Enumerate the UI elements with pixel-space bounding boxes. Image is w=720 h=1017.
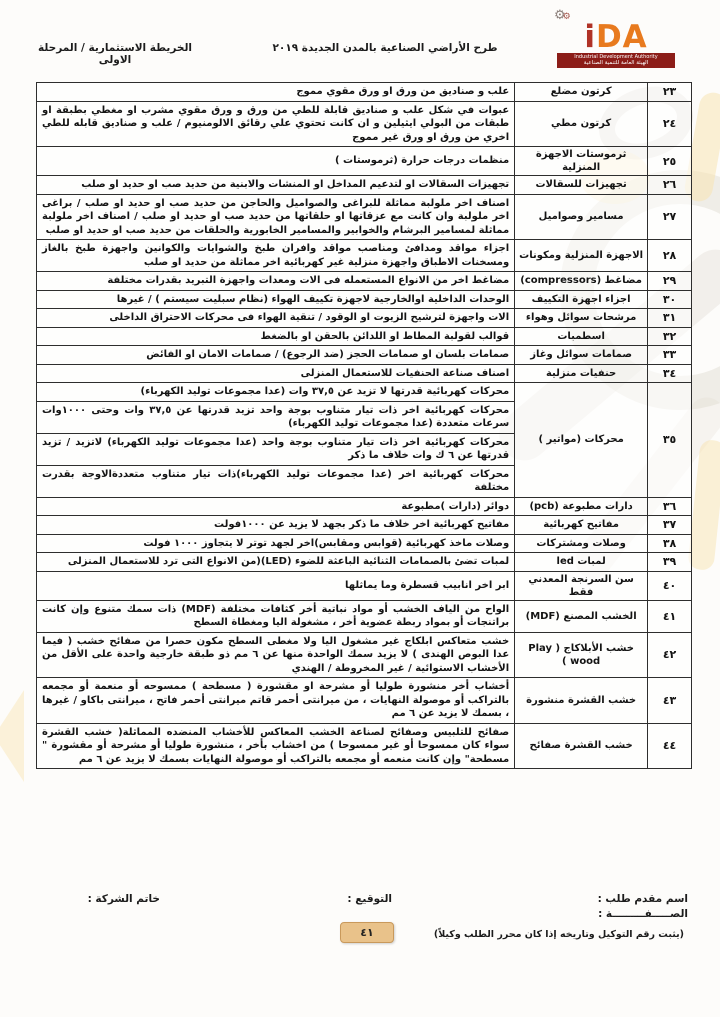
row-category-cell: خشب القشرة صفائح (515, 723, 648, 769)
table-row (37, 327, 692, 346)
row-category-cell: خشب القشرة منشورة (515, 678, 648, 724)
ida-logo (540, 10, 692, 68)
document-footer (0, 891, 720, 981)
row-number-cell: ٤٣ (648, 678, 692, 724)
row-number-cell: ٤٢ (648, 632, 692, 678)
description-item: الوحدات الداخلية اوالخارجية لاجهزة تكييف الهواء (نظام سبليت سيستم ) / غيرها (116, 293, 510, 305)
company-stamp-label: خاتم الشركة : (87, 893, 160, 905)
table-row (37, 83, 692, 102)
attorney-note: (يثبت رقم التوكيل وتاريخه إذا كان محرر الطلب وكيلاً) (433, 929, 684, 940)
row-description-cell (37, 383, 515, 498)
logo-tagline-ar: الهيئة العامة للتنمية الصناعية (583, 60, 649, 66)
row-number-cell: ٢٣ (648, 83, 692, 102)
description-item: محركات كهربائية اخر ذات تيار متناوب بوجة واحد (عدا مجموعات توليد الكهرباء) لاتزيد / تزيد قدرتها عن ٦ ك وات خلاف ما ذكر (37, 434, 514, 466)
description-item: مفاتيح كهربائية اخر خلاف ما ذكر بجهد لا يزيد عن ١٠٠٠فولت (214, 519, 510, 530)
logo-wordmark: iDA (584, 19, 648, 55)
row-description-cell (37, 632, 515, 678)
table-row (37, 194, 692, 240)
row-description-cell (37, 516, 515, 535)
description-item: منظمات درجات حرارة (ثرموستات ) (335, 155, 510, 167)
description-item: تجهيزات السقالات او لتدعيم المداخل او المنشات والابنية من حديد صب او حديد او صلب (81, 179, 510, 190)
row-category-cell: مسامير وصواميل (515, 194, 648, 240)
row-description-cell (37, 309, 515, 328)
description-item: أخشاب أخر منشورة طوليا أو مشرحة او مقشورة ( مسطحة ) ممسوحه أو منعمة أو مجمعه بالتراكب أو موصولة النهايات ، من ميرانتى أحمر قاتم ميرانتى أحمر فاتح ، ميرانتى باكاو / غيرها ، بسمك لا يزيد عن ٦ مم (42, 681, 510, 719)
table-row (37, 101, 692, 147)
row-number-cell: ٣٧ (648, 516, 692, 535)
row-description-cell (37, 272, 515, 291)
row-description-cell (37, 571, 515, 600)
description-item: اصناف صناعة الحنفيات للاستعمال المنزلى (300, 367, 510, 379)
row-category-cell: حنفيات منزلية (515, 364, 648, 383)
row-description-cell (37, 240, 515, 272)
row-category-cell: كرتون مضلع (515, 83, 648, 102)
description-item: وصلات ماخذ كهربائية (قوابس ومقابس)اخر لجهد توتر لا يتجاوز ١٠٠٠ فولت (143, 537, 510, 549)
table-row (37, 290, 692, 309)
row-description-cell (37, 723, 515, 769)
row-category-cell: دارات مطبوعة (pcb) (515, 497, 648, 516)
table-row (37, 632, 692, 678)
row-category-cell: مضاغط (compressors) (515, 272, 648, 291)
table-row (37, 571, 692, 600)
row-number-cell: ٣٦ (648, 497, 692, 516)
row-number-cell: ٢٩ (648, 272, 692, 291)
row-category-cell: كرتون مطي (515, 101, 648, 147)
description-item: خشب متعاكس ابلكاج غير مشغول اليا ولا مغطى السطح مكون حصرا من صفائح خشب ( فيما عدا البوص الهندى ) لا يزيد سمك الواحدة منها عن ٦ مم ذو طبقة خارجية واحدة على الأقل من الأخشاب الاستوائية / غير المخروطة / الهندي (42, 635, 510, 674)
gears-icon: ⚙⚙ (554, 8, 568, 23)
row-description-cell (37, 290, 515, 309)
row-number-cell: ٢٥ (648, 147, 692, 176)
row-number-cell: ٣٢ (648, 327, 692, 346)
table-row (37, 240, 692, 272)
table-row (37, 364, 692, 383)
row-number-cell: ٢٤ (648, 101, 692, 147)
row-category-cell: الخشب المصنع (MDF) (515, 600, 648, 632)
description-item: اجزاء مواقد ومدافئ ومناصب مواقد وافران طبخ والشوايات والكوانين واجهزة طبخ بالغاز ومسخنات الاطباق واجهزة منزلية غير كهربائية اخر مماثلة من حديد او صلب (42, 243, 510, 268)
table-row (37, 553, 692, 572)
row-description-cell (37, 83, 515, 102)
table-row (37, 272, 692, 291)
row-category-cell: اجزاء اجهزة التكييف (515, 290, 648, 309)
row-category-cell: لمبات led (515, 553, 648, 572)
table-row (37, 309, 692, 328)
table-row (37, 147, 692, 176)
row-number-cell: ٣٣ (648, 346, 692, 365)
row-number-cell: ٤١ (648, 600, 692, 632)
row-description-cell (37, 194, 515, 240)
description-item: ابر اخر انابيب قسطرة وما يماثلها (344, 579, 510, 591)
page-number-badge: ٤١ (340, 922, 394, 943)
signature-label: التوقيع : (347, 893, 392, 905)
row-description-cell (37, 346, 515, 365)
description-item: اصناف اخر ملولبة مماثلة للبراغى والصواميل والحاجن من حديد صب او حديد او صلب / براغى اخر ملولبة وان كانت مع عزقاتها او حلقاتها من حديد صب او حديد او صلب / اصناف اخر ملولبة مماثلة لمسامير البرشام والخوابير والمسامير الخابورية والحلقات من حديد صب او حديد او صلب (42, 197, 510, 236)
table-row (37, 383, 692, 498)
row-category-cell: تجهيزات للسقالات (515, 176, 648, 195)
row-category-cell: وصلات ومشتركات (515, 534, 648, 553)
description-item: قوالب لقولبة المطاط او اللدائن بالحقن او بالضغط (260, 330, 510, 342)
row-description-cell (37, 327, 515, 346)
table-row (37, 534, 692, 553)
row-description-cell (37, 553, 515, 572)
row-category-cell: صمامات سوائل وغاز (515, 346, 648, 365)
row-number-cell: ٤٠ (648, 571, 692, 600)
row-number-cell: ٣١ (648, 309, 692, 328)
document-title: طرح الأراضي الصناعية بالمدن الجديدة ٢٠١٩ (272, 42, 498, 54)
row-number-cell: ٤٤ (648, 723, 692, 769)
row-category-cell: خشب الأبلاكاج ( Play wood ) (515, 632, 648, 678)
row-description-cell (37, 364, 515, 383)
description-item: محركات كهربائية اخر (عدا مجموعات توليد الكهرباء)ذات تيار متناوب متعددةالاوجة بقدرت مختلفة (42, 468, 510, 493)
row-category-cell: ثرموستات الاجهزة المنزلية (515, 147, 648, 176)
row-description-cell (37, 147, 515, 176)
row-description-cell (37, 600, 515, 632)
row-category-cell: مرشحات سوائل وهواء (515, 309, 648, 328)
products-table-wrapper (36, 82, 692, 769)
row-description-cell (37, 678, 515, 724)
table-row (37, 176, 692, 195)
row-number-cell: ٣٩ (648, 553, 692, 572)
row-category-cell: اسطمبات (515, 327, 648, 346)
row-description-cell (37, 534, 515, 553)
row-number-cell: ٣٥ (648, 383, 692, 498)
table-row (37, 678, 692, 724)
description-item: صفائح للتلبيس وصفائح لصناعة الخشب المعاكس للأخشاب المنضده المماثلة( خشب القشرة سواء كان ممسوحا أو غير ممسوحا ) من اخشاب بأخر ، منشورة طوليا أو مشرحة أو مقشورة " مسطحة" وإن كانت منعمه أو مجمعه بالتراكب أو موصولة النهايات بسمك لا يزيد عن ٦ مم (42, 726, 510, 765)
description-item: الواح من الياف الخشب أو مواد نباتية أخر كثافات مختلفة (MDF) ذات سمك متنوع وإن كانت براتنجات أو بمواد ربطة عضوية أخر ، مشغولة اليا ومغطاة السطح (42, 603, 510, 628)
applicant-name-label: اسم مقدم طلب : (597, 893, 688, 905)
row-number-cell: ٣٨ (648, 534, 692, 553)
row-description-cell (37, 101, 515, 147)
row-description-cell (37, 497, 515, 516)
role-label: الصـــــفـــــــــة : (598, 908, 688, 920)
table-row (37, 346, 692, 365)
description-item: الات واجهزة لترشيح الزيوت او الوقود / تنقية الهواء فى محركات الاحتراق الداخلى (109, 312, 510, 323)
logo-tagline-en: Industrial Development Authority (574, 54, 658, 60)
row-number-cell: ٣٤ (648, 364, 692, 383)
table-row (37, 497, 692, 516)
row-category-cell: مفاتيح كهربائية (515, 516, 648, 535)
row-description-cell (37, 176, 515, 195)
row-number-cell: ٣٠ (648, 290, 692, 309)
row-number-cell: ٢٨ (648, 240, 692, 272)
description-item: مضاغط اخر من الانواع المستعمله فى الات ومعدات واجهزة التبريد بقدرات مختلفة (107, 275, 510, 286)
table-row (37, 516, 692, 535)
row-category-cell: الاجهزة المنزلية ومكونات (515, 240, 648, 272)
description-item: لمبات تضئ بالصمامات الثنائية الباعثة للضوء (LED)(من الانواع التى ترد للاستعمال المنزلى (67, 556, 510, 567)
description-item: عبوات في شكل علب و صناديق قابلة للطي من ورق و ورق مقوي مشرب او مغطي بطبقة او طبقات من البولي ايثيلين و ان كانت تحتوي علي رقائق الالومنيوم / علب و صناديق قابله للطي اخري من ورق او ورق غير مموج (42, 104, 510, 143)
logo-banner (557, 53, 675, 68)
description-item: علب و صناديق من ورق او ورق مقوي مموج (296, 86, 510, 97)
description-item: محركات كهربائية اخر ذات تيار متناوب بوجة واحد تزيد قدرتها عن ٣٧,٥ وات وحتى ١٠٠٠وات سرعات متعددة (عدا مجموعات توليد الكهرباء) (37, 402, 514, 434)
description-item: محركات كهربائية قدرتها لا تزيد عن ٣٧,٥ وات (عدا مجموعات توليد الكهرباء) (37, 383, 514, 402)
document-subtitle: الخريطة الاستثمارية / المرحلة الاولى (38, 42, 192, 66)
products-table (36, 82, 692, 769)
row-category-cell: سن السرنجة المعدني فقط (515, 571, 648, 600)
row-number-cell: ٢٦ (648, 176, 692, 195)
document-header (0, 0, 720, 78)
row-category-cell: محركات (مواتير ) (515, 383, 648, 498)
table-row (37, 600, 692, 632)
description-item: دوائر (دارات )مطبوعة (401, 500, 510, 512)
description-item: صمامات بلسان او صمامات الحجز (ضد الرجوع) / صمامات الامان او الفائض (146, 349, 510, 360)
products-table-body (37, 83, 692, 769)
row-number-cell: ٢٧ (648, 194, 692, 240)
table-row (37, 723, 692, 769)
